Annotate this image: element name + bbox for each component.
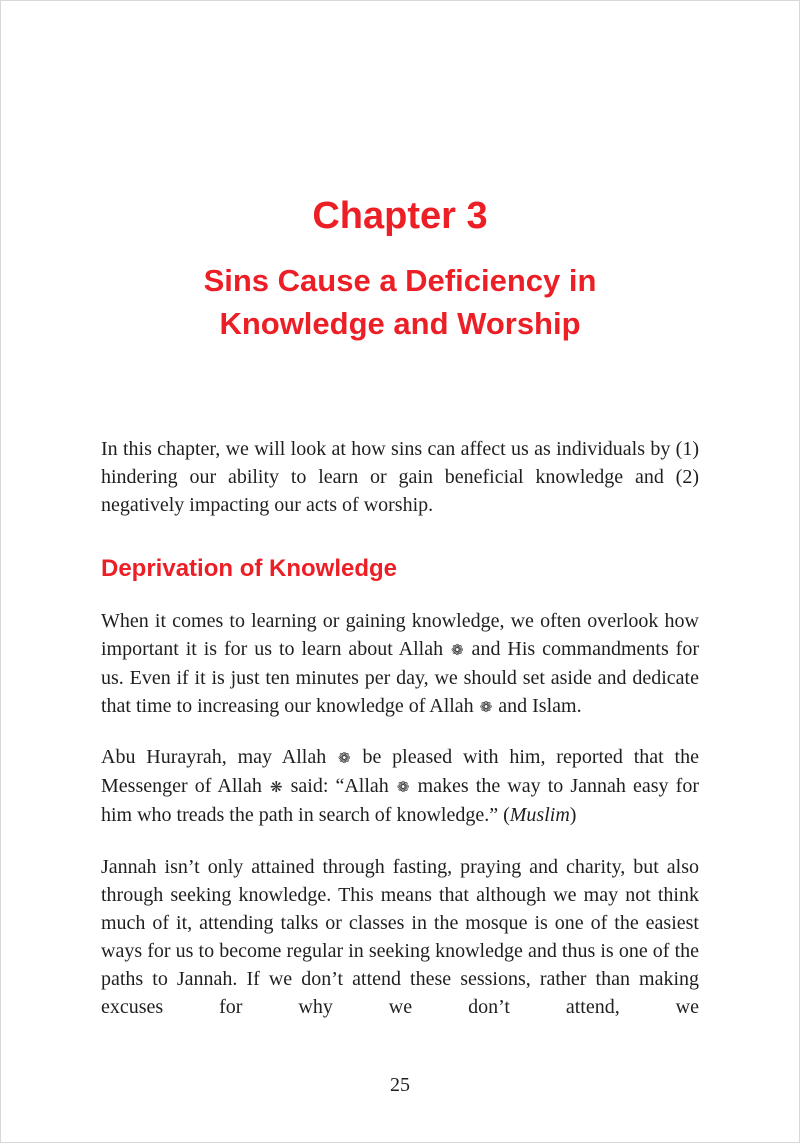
allah-honorific-icon: ❁ xyxy=(479,698,493,716)
text-segment: makes the way to Jannah easy for him who treads the path in search of knowledge.” ( xyxy=(101,775,699,826)
chapter-title-line-2: Knowledge and Worship xyxy=(219,306,581,341)
text-segment: When it comes to learning or gaining knowledge, we often overlook how important it is for us to learn about Allah xyxy=(101,610,699,660)
text-segment: Abu Hurayrah, may Allah xyxy=(101,746,338,768)
text-segment: In this chapter, we will look at how sins can affect us as individuals by (1) hindering our ability to learn or gain beneficial knowledge and (2) negatively impacting our acts of worship. xyxy=(101,438,699,516)
page-number: 25 xyxy=(390,1074,410,1096)
text-segment: ) xyxy=(569,804,577,826)
text-segment: and His commandments for us. Even if it is just ten minutes per day, we should set aside and dedicate that time to increasing our knowledge of Allah xyxy=(101,638,699,717)
page-content xyxy=(1,197,799,1021)
text-segment: and Islam. xyxy=(493,695,582,717)
chapter-title-line-1: Sins Cause a Deficiency in xyxy=(203,263,597,298)
intro-paragraph xyxy=(101,435,699,519)
text-segment: be pleased with him, reported that the Messenger of Allah xyxy=(101,746,699,797)
allah-honorific-icon: ❁ xyxy=(451,641,464,659)
allah-honorific-icon: ❁ xyxy=(396,778,410,796)
allah-honorific-icon: ❁ xyxy=(338,749,351,767)
text-segment: Muslim xyxy=(509,804,570,826)
section-heading: Deprivation of Knowledge xyxy=(101,555,398,582)
chapter-label: Chapter 3 xyxy=(312,195,488,237)
body-paragraph xyxy=(101,853,699,1021)
text-segment: Jannah isn’t only attained through fasting, praying and charity, but also through seeking knowledge. This means that although we may not think much of it, attending talks or classes in the mosque is one of the easiest ways for us to become regular in seeking knowledge and thus is one of the paths to Jannah. If we don’t attend these sessions, rather than making excuses for why we don’t attend, we xyxy=(101,856,699,1018)
body-paragraph-hadith xyxy=(101,743,699,829)
chapter-title xyxy=(101,259,699,345)
text-segment: said: “Allah xyxy=(283,775,396,797)
pbuh-honorific-icon: ❋ xyxy=(269,778,283,796)
body-paragraph xyxy=(101,607,699,721)
